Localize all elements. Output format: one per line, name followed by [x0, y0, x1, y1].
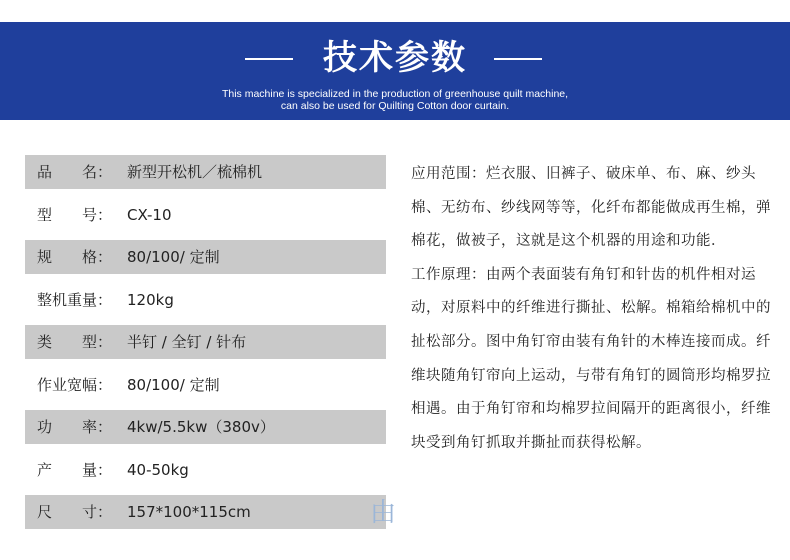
spec-value: 半钉 / 全钉 / 针布: [127, 333, 247, 351]
spec-row-name: [25, 155, 386, 189]
description-text: [411, 158, 771, 460]
spec-row-weight: [25, 283, 386, 317]
title-divider-right: [494, 58, 542, 60]
working-principle-paragraph: 工作原理：由两个表面装有角钉和针齿的机件相对运动，对原料中的纤维进行撕扯、松解。棉箱给棉机中的扯松部分。图中角钉帘由装有角针的木棒连接而成。纤维块随角钉帘向上运动，与带有角钉的圆筒形均棉罗拉相遇。由于角钉帘和均棉罗拉间隔开的距离很小，纤维块受到角钉抓取并撕扯而获得松解。: [411, 266, 771, 451]
spec-value: 新型开松机／梳棉机: [127, 163, 263, 181]
spec-value: 120kg: [127, 290, 174, 309]
spec-table: [25, 155, 397, 538]
banner-subtitle-line-1: This machine is specialized in the production of greenhouse quilt machine,: [221, 88, 569, 100]
page-title: 技术参数: [323, 38, 467, 78]
spec-value: 157*100*115cm: [127, 503, 251, 521]
spec-label: 规 格：: [37, 248, 113, 266]
header-banner: [0, 22, 790, 120]
spec-label: 型 号：: [37, 205, 113, 224]
spec-label: 整机重量：: [37, 290, 113, 309]
banner-subtitle-line-2: can also be used for Quilting Cotton door curtain.: [280, 100, 510, 112]
banner-subtitle: [0, 88, 790, 112]
spec-row-power: [25, 410, 386, 444]
spec-value: 80/100/ 定制: [127, 248, 220, 266]
spec-row-output: [25, 453, 386, 487]
watermark-glyph: 由: [370, 498, 397, 528]
spec-label: 作业宽幅：: [37, 375, 113, 394]
spec-value: 40-50kg: [127, 460, 189, 479]
spec-row-spec: [25, 240, 386, 274]
spec-value: 4kw/5.5kw（380v）: [127, 418, 275, 436]
spec-row-model: [25, 198, 386, 232]
spec-label: 功 率：: [37, 418, 113, 436]
spec-label: 类 型：: [37, 333, 113, 351]
spec-row-width: [25, 368, 386, 402]
spec-row-type: [25, 325, 386, 359]
spec-row-size: [25, 495, 397, 529]
spec-label: 品 名：: [37, 163, 113, 181]
spec-value: CX-10: [127, 205, 172, 224]
spec-label: 产 量：: [37, 460, 113, 479]
spec-label: 尺 寸：: [37, 503, 113, 521]
spec-value: 80/100/ 定制: [127, 375, 220, 394]
application-scope-paragraph: 应用范围：烂衣服、旧裤子、破床单、布、麻、纱头棉、无纺布、纱线网等等，化纤布都能做成再生棉，弹棉花，做被子，这就是这个机器的用途和功能．: [411, 166, 771, 250]
